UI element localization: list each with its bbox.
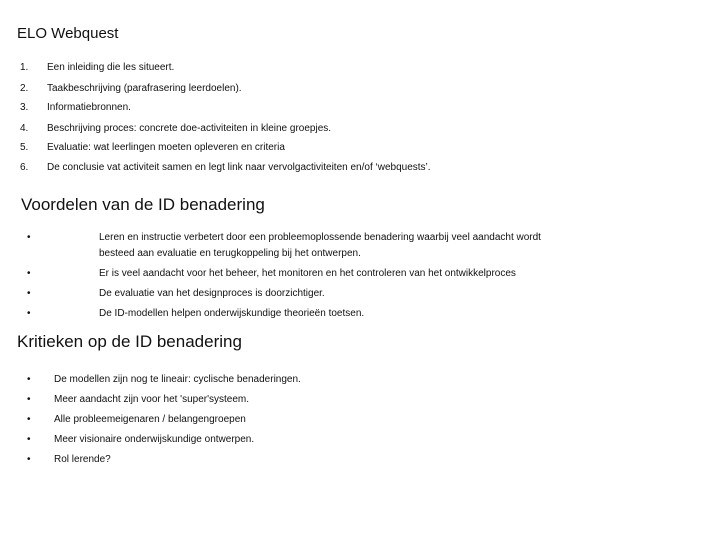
bullet-icon: •	[27, 454, 31, 465]
bullet-icon: •	[27, 434, 31, 445]
list-item	[27, 306, 627, 322]
item-text: Er is veel aandacht voor het beheer, het monitoren en het controleren van het ontwikkelproces	[99, 268, 516, 279]
bullet-icon: •	[27, 394, 31, 405]
item-number: 5.	[20, 142, 29, 153]
item-text: De evaluatie van het designproces is doorzichtiger.	[99, 288, 325, 299]
list-item	[27, 286, 627, 302]
item-number: 6.	[20, 162, 29, 173]
list-item	[27, 392, 627, 408]
item-text: Meer visionaire onderwijskundige ontwerpen.	[54, 434, 255, 445]
section-title-kritieken: Kritieken op de ID benadering	[17, 332, 242, 351]
item-text: Rol lerende?	[54, 454, 111, 465]
item-number: 1.	[20, 62, 29, 73]
item-text: Evaluatie: wat leerlingen moeten opleveren en criteria	[47, 142, 285, 153]
item-text: Taakbeschrijving (parafrasering leerdoelen).	[47, 83, 242, 94]
item-text: Alle probleemeigenaren / belangengroepen	[54, 414, 246, 425]
list-item	[27, 266, 627, 282]
list-item	[27, 230, 627, 262]
item-number: 2.	[20, 83, 29, 94]
bullet-icon: •	[27, 374, 31, 385]
item-number: 3.	[20, 102, 29, 113]
item-text: Informatiebronnen.	[47, 102, 131, 113]
list-item	[27, 432, 627, 448]
bullet-icon: •	[27, 288, 31, 299]
section-title-voordelen: Voordelen van de ID benadering	[21, 195, 265, 214]
bullet-icon: •	[27, 232, 31, 243]
section-title-elo-webquest: ELO Webquest	[17, 25, 119, 42]
bullet-icon: •	[27, 414, 31, 425]
bullet-icon: •	[27, 268, 31, 279]
item-text: De ID-modellen helpen onderwijskundige theorieën toetsen.	[99, 308, 365, 319]
list-item	[27, 452, 627, 468]
list-item	[27, 372, 627, 388]
list-item	[27, 412, 627, 428]
item-text: Een inleiding die les situeert.	[47, 62, 175, 73]
item-text: Meer aandacht zijn voor het 'super'systeem.	[54, 394, 250, 405]
item-text: Beschrijving proces: concrete doe-activiteiten in kleine groepjes.	[47, 123, 332, 134]
item-text: De modellen zijn nog te lineair: cyclische benaderingen.	[54, 374, 301, 385]
item-text-line2: besteed aan evaluatie en terugkoppeling bij het ontwerpen.	[99, 248, 361, 259]
item-number: 4.	[20, 123, 29, 134]
item-text: De conclusie vat activiteit samen en legt link naar vervolgactiviteiten en/of ‘webquests’.	[47, 162, 431, 173]
bullet-icon: •	[27, 308, 31, 319]
item-text-line1: Leren en instructie verbetert door een probleemoplossende benadering waarbij veel aandacht wordt	[99, 232, 541, 243]
